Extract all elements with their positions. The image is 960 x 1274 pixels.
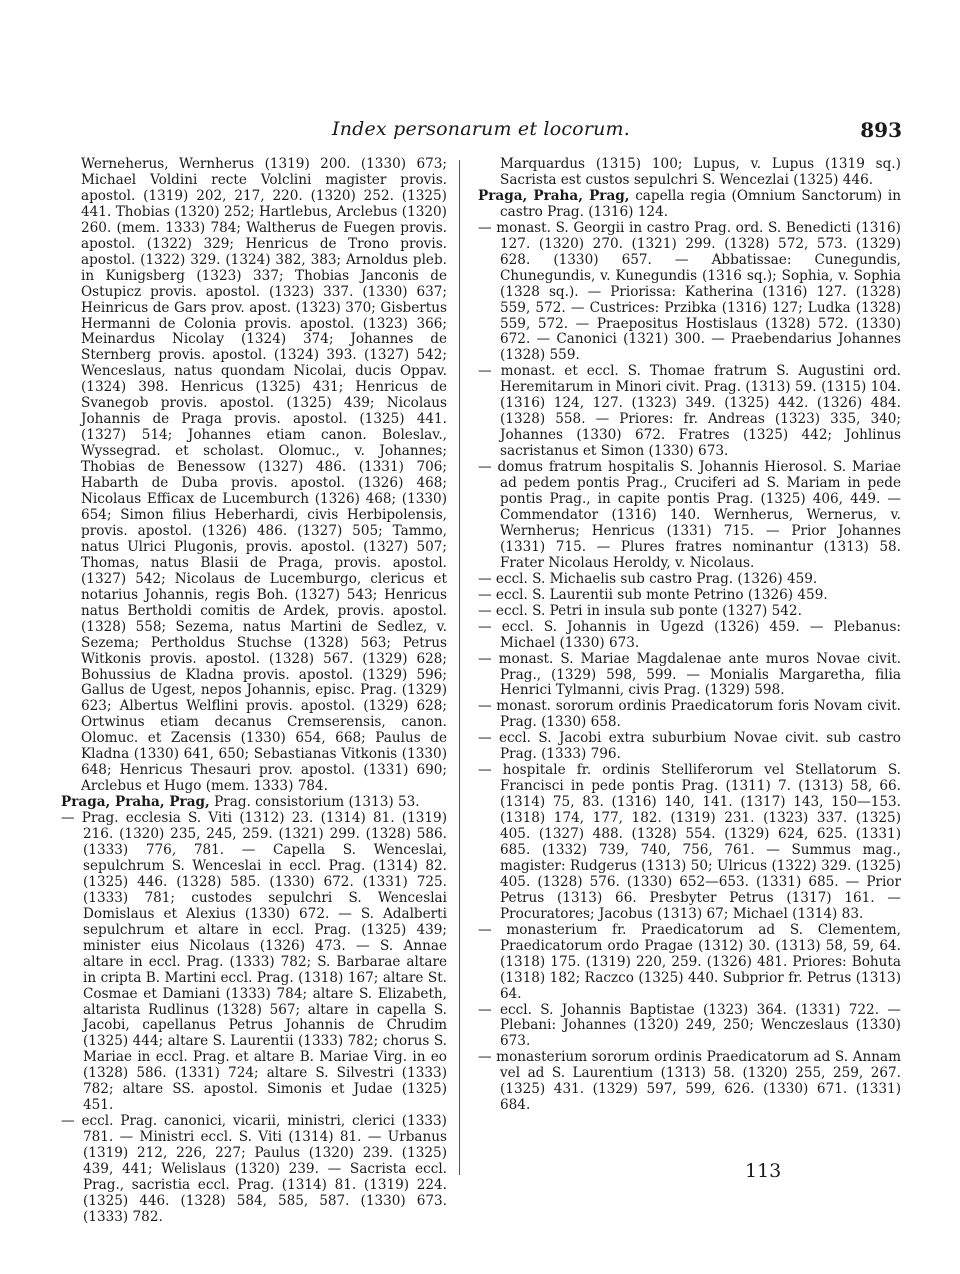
column-divider xyxy=(459,160,460,1175)
index-entry: — hospitale fr. ordinis Stelliferorum vel Stellatorum S. Francisci in pede pontis Prag. (1311) 7. (1313) 58, 66. (1314) 75, 83. (1316) 140, 141. (1317) 143, 150—153. (1318) 174, 177, 182. (1319) 231. (1323) 337. (1325) 405. (1327) 488. (1328) 554. (1329) 624, 625. (1331) 685. (1332) 739, 740, 756, 761. — Summus mag., magister: Rudgerus (1313) 50; Ulricus (1322) 329. (1325) 405. (1328) 576. (1330) 652—653. (1331) 685. — Prior Petrus (1313) 66. Presbyter Petrus (1317) 161. — Procuratores; Jacobus (1313) 67; Michael (1314) 83. xyxy=(478,762,901,922)
running-title: Index personarum et locorum. xyxy=(331,118,630,140)
praga-headword: Praga, Praha, Prag, xyxy=(478,187,630,204)
index-entry: — eccl. S. Johannis Baptistae (1323) 364. (1331) 722. — Plebani: Johannes (1320) 249, 250; Wenczeslaus (1330) 673. xyxy=(478,1001,901,1050)
right-column xyxy=(478,157,901,1114)
index-entry: — eccl. S. Laurentii sub monte Petrino (1326) 459. xyxy=(478,586,828,603)
index-entry: — monasterium sororum ordinis Praedicatorum ad S. Annam vel ad S. Laurentium (1313) 58. (1320) 255, 259, 267. (1325) 431. (1329) 597, 599, 626. (1330) 671. (1331) 684. xyxy=(478,1049,901,1114)
praga-entry xyxy=(61,795,447,811)
index-entry: — eccl. S. Jacobi extra suburbium Novae civit. sub castro Prag. (1333) 796. xyxy=(478,730,901,763)
continuation-entry: Werneherus, Wernherus (1319) 200. (1330) 673; Michael Voldini recte Volclini magister provis. apostol. (1319) 202, 217, 220. (1320) 252. (1325) 441. Thobias (1320) 252; Hartlebus, Arclebus (1320) 260. (mem. 1333) 784; Waltherus de Fuegen provis. apostol. (1322) 329; Henricus de Trono provis. apostol. (1322) 329. (1324) 382, 383; Arnoldus pleb. in Kunigsberg (1323) 337; Thobias Janconis de Ostupicz provis. apostol. (1323) 337. (1330) 637; Heinricus de Gars prov. apost. (1323) 370; Gisbertus Hermanni de Colonia provis. apostol. (1323) 366; Meinardus Nicolay (1324) 374; Johannes de Sternberg provis. apostol. (1324) 393. (1327) 542; Wenceslaus, natus quondam Nicolai, ducis Oppav. (1324) 398. Henricus (1325) 431; Henricus de Svanegob provis. apostol. (1325) 439; Nicolaus Johannis de Praga provis. apostol. (1325) 441. (1327) 514; Johannes etiam canon. Boleslav., Wyssegrad. et scholast. Olomuc., v. Johannes; Thobias de Benessow (1327) 486. (1331) 706; Habarth de Duba provis. apostol. (1326) 468; Nicolaus Efficax de Lucemburch (1326) 468; (1330) 654; Simon filius Heberhardi, civis Herbipolensis, provis. apostol. (1326) 486. (1327) 505; Tammo, natus Ulrici Plugonis, provis. apostol. (1327) 507; Thomas, natus Blasii de Praga, provis. apostol. (1327) 542; Nicolaus de Lucemburgo, clericus et notarius Johannis, regis Boh. (1327) 543; Henricus natus Bertholdi comitis de Ardek, provis. apostol. (1328) 558; Sezema, natus Martini de Sedlez, v. Sezema; Pertholdus Stuchse (1328) 563; Petrus Witkonis provis. apostol. (1328) 567. (1329) 628; Bohussius de Kladna provis. apostol. (1329) 596; Gallus de Ugest, nepos Johannis, episc. Prag. (1329) 623; Albertus Welflini provis. apostol. (1329) 628; Ortwinus etiam decanus Cremserensis, canon. Olomuc. et Zacensis (1330) 654, 668; Paulus de Kladna (1330) 641, 650; Sebastianas Vitkonis (1330) 648; Henricus Thesauri prov. apostol. (1331) 690; Arclebus et Hugo (mem. 1333) 784. xyxy=(81,156,447,795)
index-entry: — monast. S. Georgii in castro Prag. ord. S. Benedicti (1316) 127. (1320) 270. (1321) 299. (1328) 572, 573. (1329) 628. (1330) 657. — Abbatissae: Cunegundis, Chunegundis, v. Kunegundis (1316 sq.); Sophia, v. Sophia (1328 sq.). — Priorissa: Katherina (1316) 127. (1328) 559, 572. — Custrices: Przibka (1316) 127; Ludka (1328) 559, 572. — Praepositus Hostislaus (1328) 572. (1330) 672. — Canonici (1321) 300. — Praebendarius Johannes (1328) 559. xyxy=(478,219,901,364)
index-entry: — domus fratrum hospitalis S. Johannis Hierosol. S. Mariae ad pedem pontis Prag., Cruciferi ad S. Mariam in pede pontis Prag., in capite pontis Prag. (1325) 406, 449. — Commendator (1316) 140. Wernherus, Wernerus, v. Wernherus; Henricus (1331) 715. — Prior Johannes (1331) 715. — Plures fratres nominantur (1313) 58. Frater Nicolaus Heroldy, v. Nicolaus. xyxy=(478,459,901,571)
index-entry: — eccl. S. Petri in insula sub ponte (1327) 542. xyxy=(478,602,802,619)
index-entry: — monast. et eccl. S. Thomae fratrum S. Augustini ord. Heremitarum in Minori civit. Prag. (1313) 59. (1315) 104. (1316) 124, 127. (1323) 349. (1325) 442. (1326) 484. (1328) 558. — Priores: fr. Andreas (1323) 335, 340; Johannes (1330) 672. Fratres (1325) 442; Johlinus sacristanus et Simon (1330) 673. xyxy=(478,363,901,460)
praga-headword: Praga, Praha, Prag, xyxy=(61,794,210,811)
index-entry: — monasterium fr. Praedicatorum ad S. Clementem, Praedicatorum ordo Pragae (1312) 30. (1313) 58, 59, 64. (1318) 175. (1319) 220, 259. (1326) 481. Priores: Bohuta (1318) 182; Raczco (1325) 440. Subprior fr. Petrus (1313) 64. xyxy=(478,921,901,1002)
index-entry: — eccl. S. Johannis in Ugezd (1326) 459. — Plebanus: Michael (1330) 673. xyxy=(478,618,901,651)
canonici-entry: — eccl. Prag. canonici, vicarii, ministri, clerici (1333) 781. — Ministri eccl. S. Viti (1314) 81. — Urbanus (1319) 212, 226, 227; Paulus (1320) 239. (1325) 439, 441; Welislaus (1320) 239. — Sacrista eccl. Prag., sacristia eccl. Prag. (1314) 81. (1319) 224. (1325) 446. (1328) 584, 585, 587. (1330) 673. (1333) 782. xyxy=(61,1113,447,1225)
capella-regia-entry xyxy=(478,189,901,221)
page-number: 893 xyxy=(860,118,902,142)
page-header xyxy=(60,118,902,142)
ecclesia-viti-entry: — Prag. ecclesia S. Viti (1312) 23. (1314) 81. (1319) 216. (1320) 235, 245, 259. (1321) 299. (1328) 586. (1333) 776, 781. — Capella S. Wenceslai, sepulchrum S. Wenceslai in eccl. Prag. (1314) 82. (1325) 446. (1328) 585. (1330) 672. (1331) 725. (1333) 781; custodes sepulchri S. Wenceslai Domislaus et Alexius (1330) 672. — S. Adalberti sepulchrum et altare in eccl. Prag. (1325) 439; minister eius Nicolaus (1326) 473. — S. Annae altare in eccl. Prag. (1333) 782; S. Barbarae altare in cripta B. Martini eccl. Prag. (1318) 167; altare St. Cosmae et Damiani (1333) 784; altare S. Elizabeth, altarista Rudlinus (1328) 567; altare in capella S. Jacobi, capellanus Petrus Johannis de Chrudim (1325) 444; altare S. Laurentii (1333) 782; chorus S. Mariae in eccl. Prag. et altare B. Mariae Virg. in eo (1328) 586. (1331) 724; altare S. Silvestri (1333) 782; altare SS. apostol. Simonis et Judae (1325) 451. xyxy=(61,810,447,1114)
continuation-entry: Marquardus (1315) 100; Lupus, v. Lupus (1319 sq.) Sacrista est custos sepulchri S. Wencezlai (1325) 446. xyxy=(500,156,901,188)
left-column xyxy=(61,157,447,1226)
signature-mark: 113 xyxy=(745,1160,782,1182)
index-entry: — monast. sororum ordinis Praedicatorum foris Novam civit. Prag. (1330) 658. xyxy=(478,698,901,731)
praga-entry-text: Prag. consistorium (1313) 53. xyxy=(209,794,420,811)
index-entry: — eccl. S. Michaelis sub castro Prag. (1326) 459. xyxy=(478,570,818,587)
index-entry: — monast. S. Mariae Magdalenae ante muros Novae civit. Prag., (1329) 598, 599. — Monialis Margaretha, filia Henrici Tylmanni, civis Prag. (1329) 598. xyxy=(478,650,901,699)
capella-regia-text: capella regia (Omnium Sanctorum) in castro Prag. (1316) 124. xyxy=(500,187,901,220)
